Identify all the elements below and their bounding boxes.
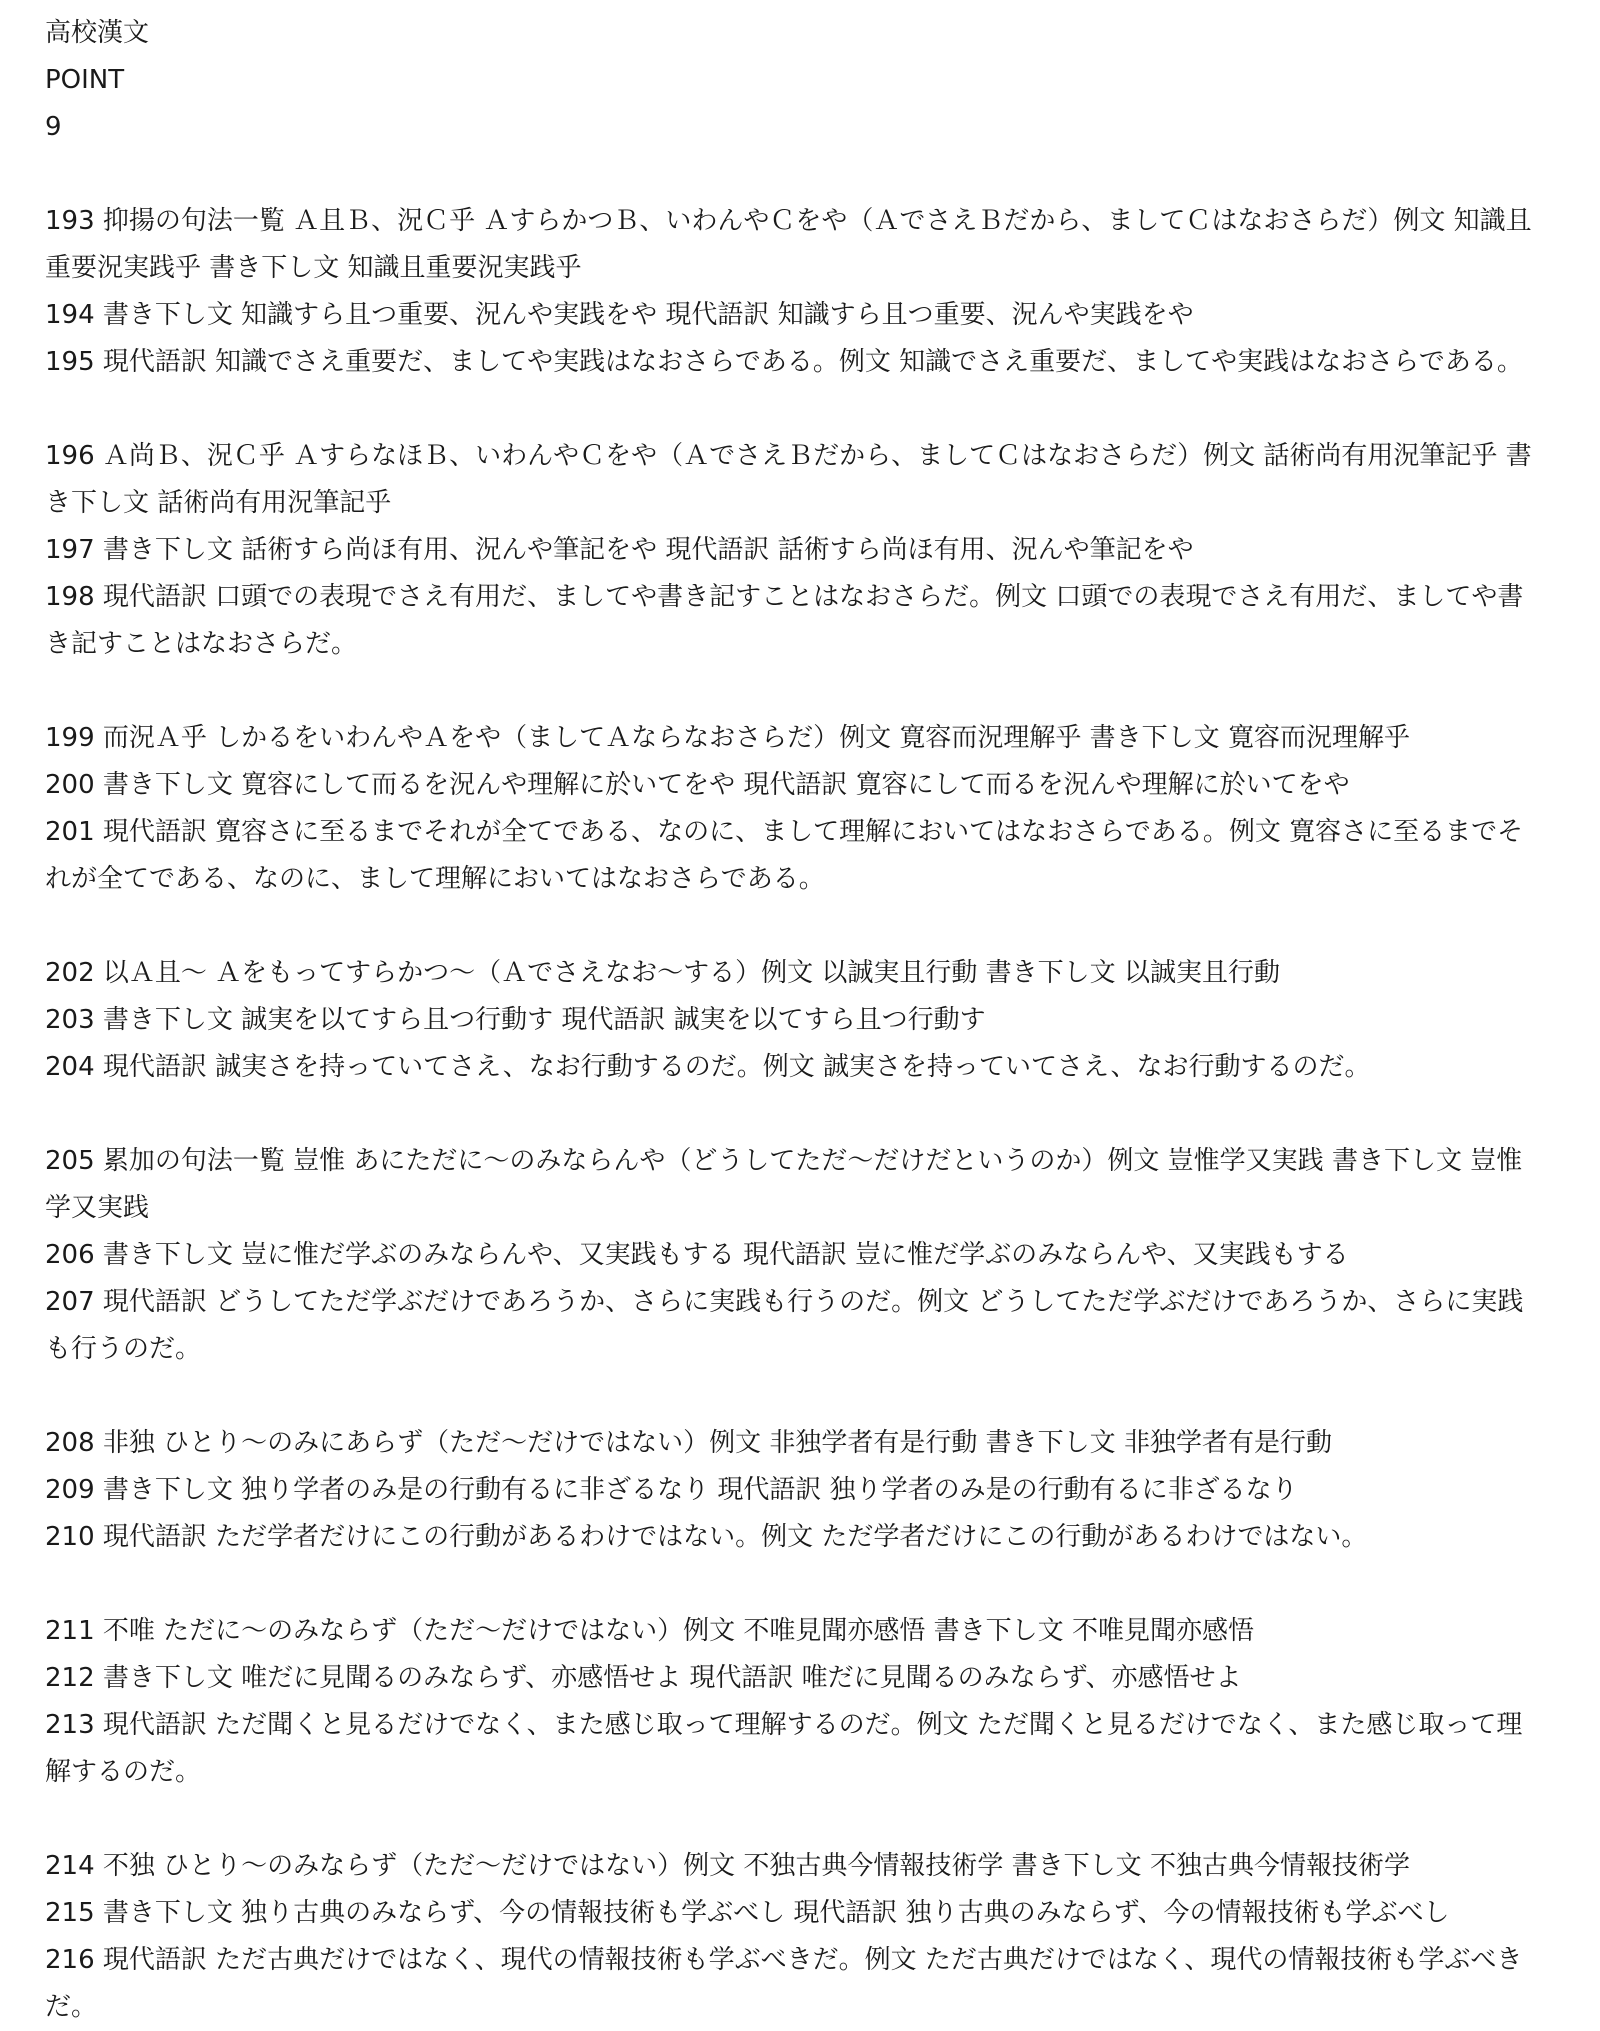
group-1 — [45, 198, 1540, 386]
spacer — [45, 668, 1540, 715]
entry-209: 209 書き下し文 独り学者のみ是の行動有るに非ざるなり 現代語訳 独り学者のみ是の行動有るに非ざるなり — [45, 1475, 1298, 1505]
spacer — [45, 1373, 1540, 1420]
entry-215: 215 書き下し文 独り古典のみならず、今の情報技術も学ぶべし 現代語訳 独り古典のみならず、今の情報技術も学ぶべし — [45, 1898, 1450, 1928]
subject-title: 高校漢文 — [45, 18, 150, 48]
spacer — [45, 151, 1540, 198]
entry-204: 204 現代語訳 誠実さを持っていてさえ、なお行動するのだ。例文 誠実さを持っていてさえ、なお行動するのだ。 — [45, 1052, 1371, 1082]
entry-198: 198 現代語訳 口頭での表現でさえ有用だ、ましてや書き記すことはなおさらだ。例文 口頭での表現でさえ有用だ、ましてや書き記すことはなおさらだ。 — [45, 582, 1524, 659]
entry-213: 213 現代語訳 ただ聞くと見るだけでなく、また感じ取って理解するのだ。例文 ただ聞くと見るだけでなく、また感じ取って理解するのだ。 — [45, 1710, 1523, 1787]
entry-212: 212 書き下し文 唯だに見聞るのみならず、亦感悟せよ 現代語訳 唯だに見聞るのみならず、亦感悟せよ — [45, 1663, 1242, 1693]
spacer — [45, 1091, 1540, 1138]
group-7 — [45, 1608, 1540, 1796]
entry-216: 216 現代語訳 ただ古典だけではなく、現代の情報技術も学ぶべきだ。例文 ただ古典だけではなく、現代の情報技術も学ぶべきだ。 — [45, 1945, 1523, 2022]
point-label: POINT — [45, 65, 125, 95]
entry-195: 195 現代語訳 知識でさえ重要だ、ましてや実践はなおさらである。例文 知識でさえ重要だ、ましてや実践はなおさらである。 — [45, 347, 1523, 377]
entry-193: 193 抑揚の句法一覧 Ａ且Ｂ、況Ｃ乎 ＡすらかつＢ、いわんやＣをや（ＡでさえＢだから、ましてＣはなおさらだ）例文 知識且重要況実践乎 書き下し文 知識且重要況実践乎 — [45, 206, 1532, 283]
entry-200: 200 書き下し文 寛容にして而るを況んや理解に於いてをや 現代語訳 寛容にして而るを況んや理解に於いてをや — [45, 770, 1350, 800]
group-4 — [45, 950, 1540, 1091]
entry-194: 194 書き下し文 知識すら且つ重要、況んや実践をや 現代語訳 知識すら且つ重要、況んや実践をや — [45, 300, 1194, 330]
entry-203: 203 書き下し文 誠実を以てすら且つ行動す 現代語訳 誠実を以てすら且つ行動す — [45, 1005, 986, 1035]
group-3 — [45, 715, 1540, 903]
spacer — [45, 1796, 1540, 1843]
entry-201: 201 現代語訳 寛容さに至るまでそれが全てである、なのに、まして理解においてはなおさらである。例文 寛容さに至るまでそれが全てである、なのに、まして理解においてはなおさらである。 — [45, 817, 1524, 894]
entry-196: 196 Ａ尚Ｂ、況Ｃ乎 ＡすらなほＢ、いわんやＣをや（ＡでさえＢだから、ましてＣはなおさらだ）例文 話術尚有用況筆記乎 書き下し文 話術尚有用況筆記乎 — [45, 441, 1532, 518]
group-2 — [45, 433, 1540, 668]
entry-208: 208 非独 ひとり〜のみにあらず（ただ〜だけではない）例文 非独学者有是行動 書き下し文 非独学者有是行動 — [45, 1428, 1332, 1458]
spacer — [45, 386, 1540, 433]
point-number: 9 — [45, 112, 62, 142]
group-6 — [45, 1420, 1540, 1561]
entry-197: 197 書き下し文 話術すら尚ほ有用、況んや筆記をや 現代語訳 話術すら尚ほ有用、況んや筆記をや — [45, 535, 1194, 565]
entry-205: 205 累加の句法一覧 豈惟 あにただに〜のみならんや（どうしてただ〜だけだというのか）例文 豈惟学又実践 書き下し文 豈惟学又実践 — [45, 1146, 1523, 1223]
entry-199: 199 而況Ａ乎 しかるをいわんやＡをや（ましてＡならなおさらだ）例文 寛容而況理解乎 書き下し文 寛容而況理解乎 — [45, 723, 1410, 753]
group-8 — [45, 1843, 1540, 2031]
spacer — [45, 1561, 1540, 1608]
entry-211: 211 不唯 ただに〜のみならず（ただ〜だけではない）例文 不唯見聞亦感悟 書き下し文 不唯見聞亦感悟 — [45, 1616, 1254, 1646]
group-5 — [45, 1138, 1540, 1373]
spacer — [45, 903, 1540, 950]
entry-210: 210 現代語訳 ただ学者だけにこの行動があるわけではない。例文 ただ学者だけにこの行動があるわけではない。 — [45, 1522, 1368, 1552]
entry-214: 214 不独 ひとり〜のみならず（ただ〜だけではない）例文 不独古典今情報技術学 書き下し文 不独古典今情報技術学 — [45, 1851, 1410, 1881]
entry-206: 206 書き下し文 豈に惟だ学ぶのみならんや、又実践もする 現代語訳 豈に惟だ学ぶのみならんや、又実践もする — [45, 1240, 1349, 1270]
entry-207: 207 現代語訳 どうしてただ学ぶだけであろうか、さらに実践も行うのだ。例文 どうしてただ学ぶだけであろうか、さらに実践も行うのだ。 — [45, 1287, 1524, 1364]
entry-202: 202 以Ａ且〜 Ａをもってすらかつ〜（Ａでさえなお〜する）例文 以誠実且行動 書き下し文 以誠実且行動 — [45, 958, 1280, 988]
